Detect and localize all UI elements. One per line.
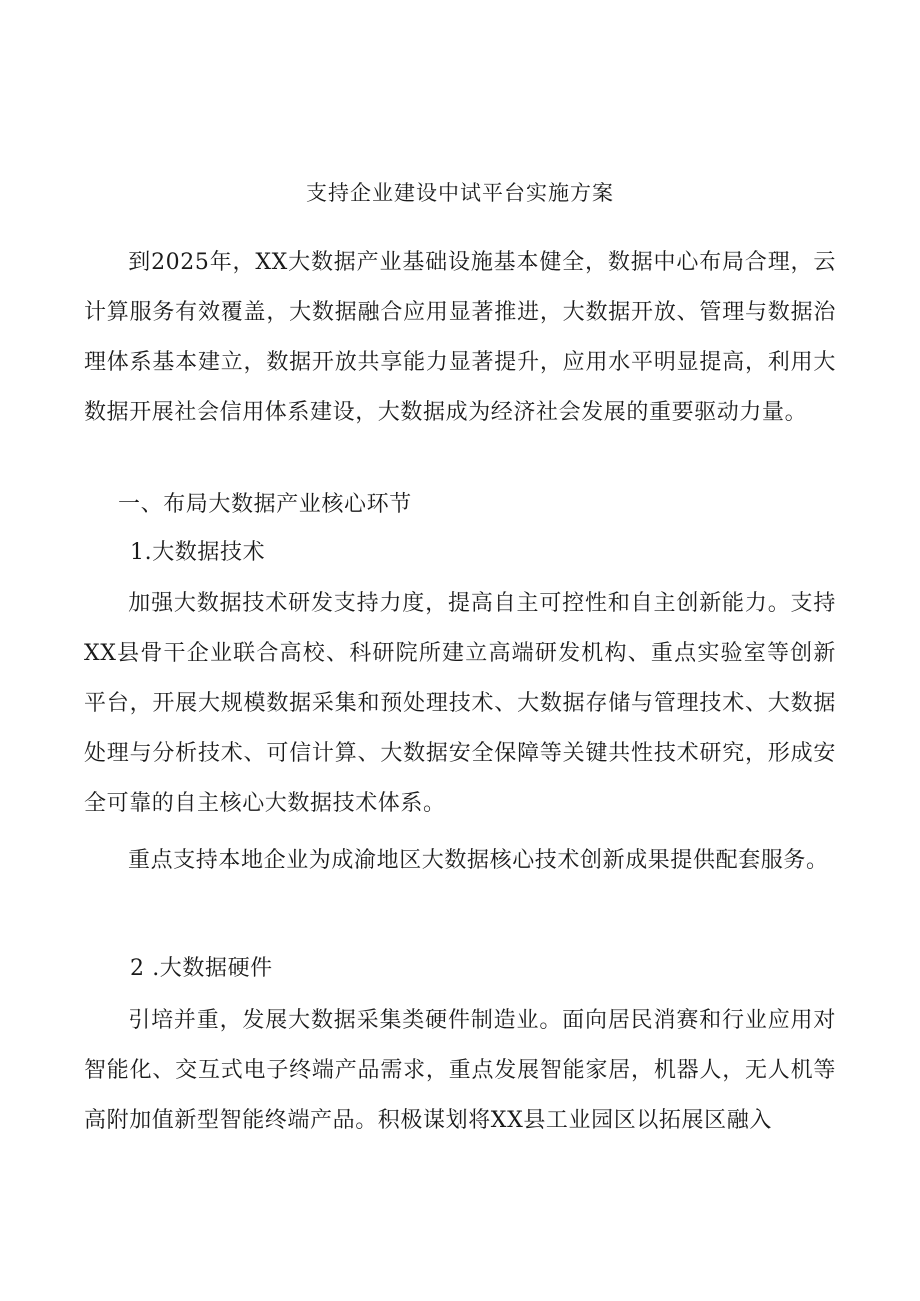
support-text: 重点支持本地企业为成渝地区大数据核心技术创新成果提供配套服务。 bbox=[128, 848, 829, 873]
intro-text: 到2025年，XX大数据产业基础设施基本健全，数据中心布局合理，云计算服务有效覆盖，大数据融合应用显著推进，大数据开放、管理与数据治理体系基本建立，数据开放共享能力显著提升，应用水平明显提高，利用大数据开展社会信用体系建设，大数据成为经济社会发展的重要驱动力量。 bbox=[84, 250, 836, 425]
subsection-heading-1: 1.大数据技术 bbox=[130, 540, 266, 565]
section-heading-1: 一、布局大数据产业核心环节 bbox=[118, 492, 412, 517]
technology-paragraph bbox=[84, 579, 836, 829]
technology-text: 加强大数据技术研发支持力度，提高自主可控性和自主创新能力。支持XX县骨干企业联合高校、科研院所建立高端研发机构、重点实验室等创新平台，开展大规模数据采集和预处理技术、大数据存储与管理技术、大数据处理与分析技术、可信计算、大数据安全保障等关键共性技术研究，形成安全可靠的自主核心大数据技术体系。 bbox=[84, 591, 836, 816]
intro-paragraph bbox=[84, 238, 836, 438]
subsection-heading-2: 2 .大数据硬件 bbox=[130, 956, 273, 981]
support-paragraph bbox=[84, 836, 836, 886]
document-title: 支持企业建设中试平台实施方案 bbox=[306, 181, 614, 205]
hardware-paragraph bbox=[84, 996, 836, 1146]
hardware-text: 引培并重，发展大数据采集类硬件制造业。面向居民消赛和行业应用对智能化、交互式电子终端产品需求，重点发展智能家居，机器人，无人机等高附加值新型智能终端产品。积极谋划将XX县工业园区以拓展区融入 bbox=[84, 1008, 836, 1133]
